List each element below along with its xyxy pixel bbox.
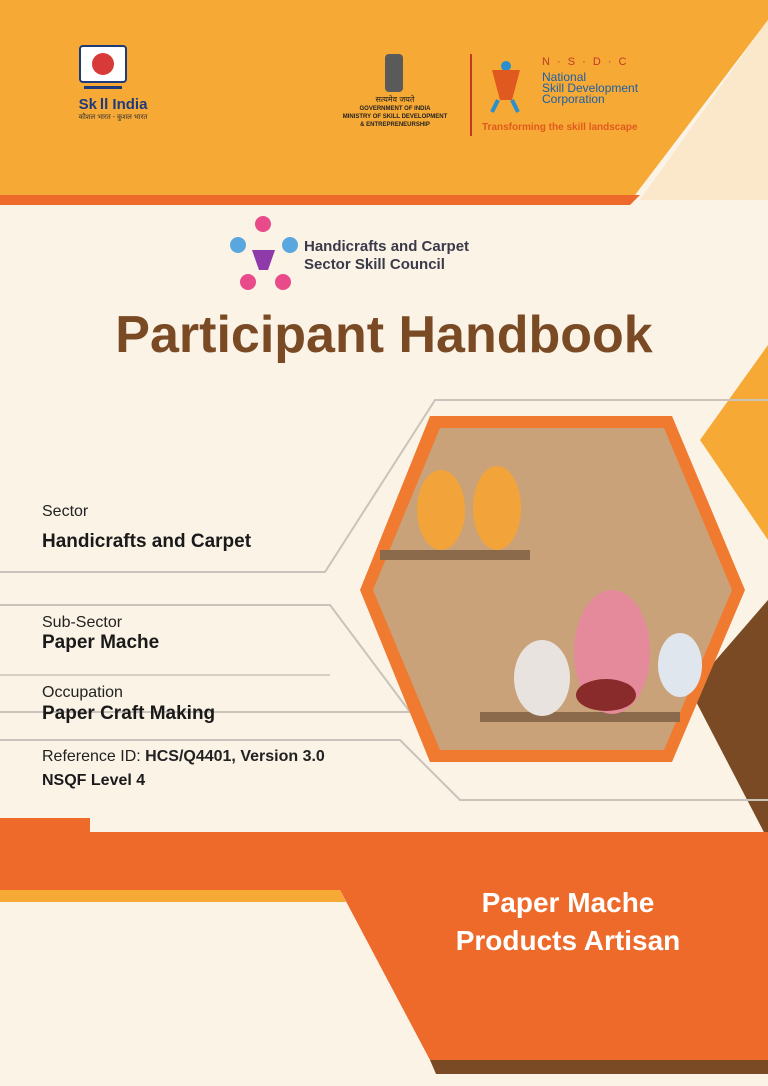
shelf-upper <box>380 550 530 560</box>
skill-india-wordmark: Sk ll India <box>78 96 148 113</box>
ministry-line-2: & ENTREPRENEURSHIP <box>360 122 430 128</box>
nsdc-name-line: National <box>542 70 587 84</box>
council-name <box>304 238 469 274</box>
council-name-line: Sector Skill Council <box>304 256 445 273</box>
government-of-india-logo <box>322 52 468 129</box>
sub-sector-label: Sub-Sector <box>42 614 123 631</box>
sector-label: Sector <box>42 503 89 520</box>
top-banner-stripe <box>0 195 640 205</box>
nsdc-abbreviation: N · S · D · C <box>542 56 629 68</box>
shelf-lower <box>480 712 680 722</box>
job-role-line: Paper Mache <box>481 887 655 918</box>
sub-sector-value: Paper Mache <box>42 632 160 653</box>
sector-value: Handicrafts and Carpet <box>42 531 252 552</box>
figurine-white <box>514 640 570 716</box>
occupation-label: Occupation <box>42 684 123 701</box>
pumpkin-figurine-right <box>473 466 521 550</box>
council-logo-mark <box>255 216 271 232</box>
job-role-title <box>448 884 688 960</box>
council-name-line: Handicrafts and Carpet <box>304 238 470 255</box>
nsdc-logo <box>482 56 682 146</box>
pumpkin-figurine-left <box>417 470 465 550</box>
government-line: GOVERNMENT OF INDIA <box>359 106 431 112</box>
figurine-blue <box>658 633 702 697</box>
nsdc-name-line: Corporation <box>542 92 605 106</box>
skill-india-logo <box>58 42 168 122</box>
nsdc-tagline: Transforming the skill landscape <box>482 122 638 133</box>
logo-divider <box>470 54 472 136</box>
satyamev-jayate: सत्यमेव जयते <box>375 95 415 104</box>
nsqf-level: NSQF Level 4 <box>42 772 146 789</box>
reference-id-label: Reference ID: <box>42 748 146 765</box>
reference-id-value: HCS/Q4401, Version 3.0 <box>145 748 325 765</box>
occupation-value: Paper Craft Making <box>42 703 216 724</box>
decorated-bowl <box>576 679 636 711</box>
skill-india-tagline: कौशल भारत - कुशल भारत <box>78 114 148 121</box>
bottom-banner-shadow <box>430 1060 768 1074</box>
bottom-banner-stripe <box>0 890 346 902</box>
reference-id <box>42 748 325 766</box>
ministry-line: MINISTRY OF SKILL DEVELOPMENT <box>342 114 448 120</box>
job-role-line: Products Artisan <box>455 925 681 956</box>
nsdc-name-line: Skill Development <box>542 81 639 95</box>
handbook-title: Participant Handbook <box>115 306 653 364</box>
nsdc-name <box>542 72 638 105</box>
